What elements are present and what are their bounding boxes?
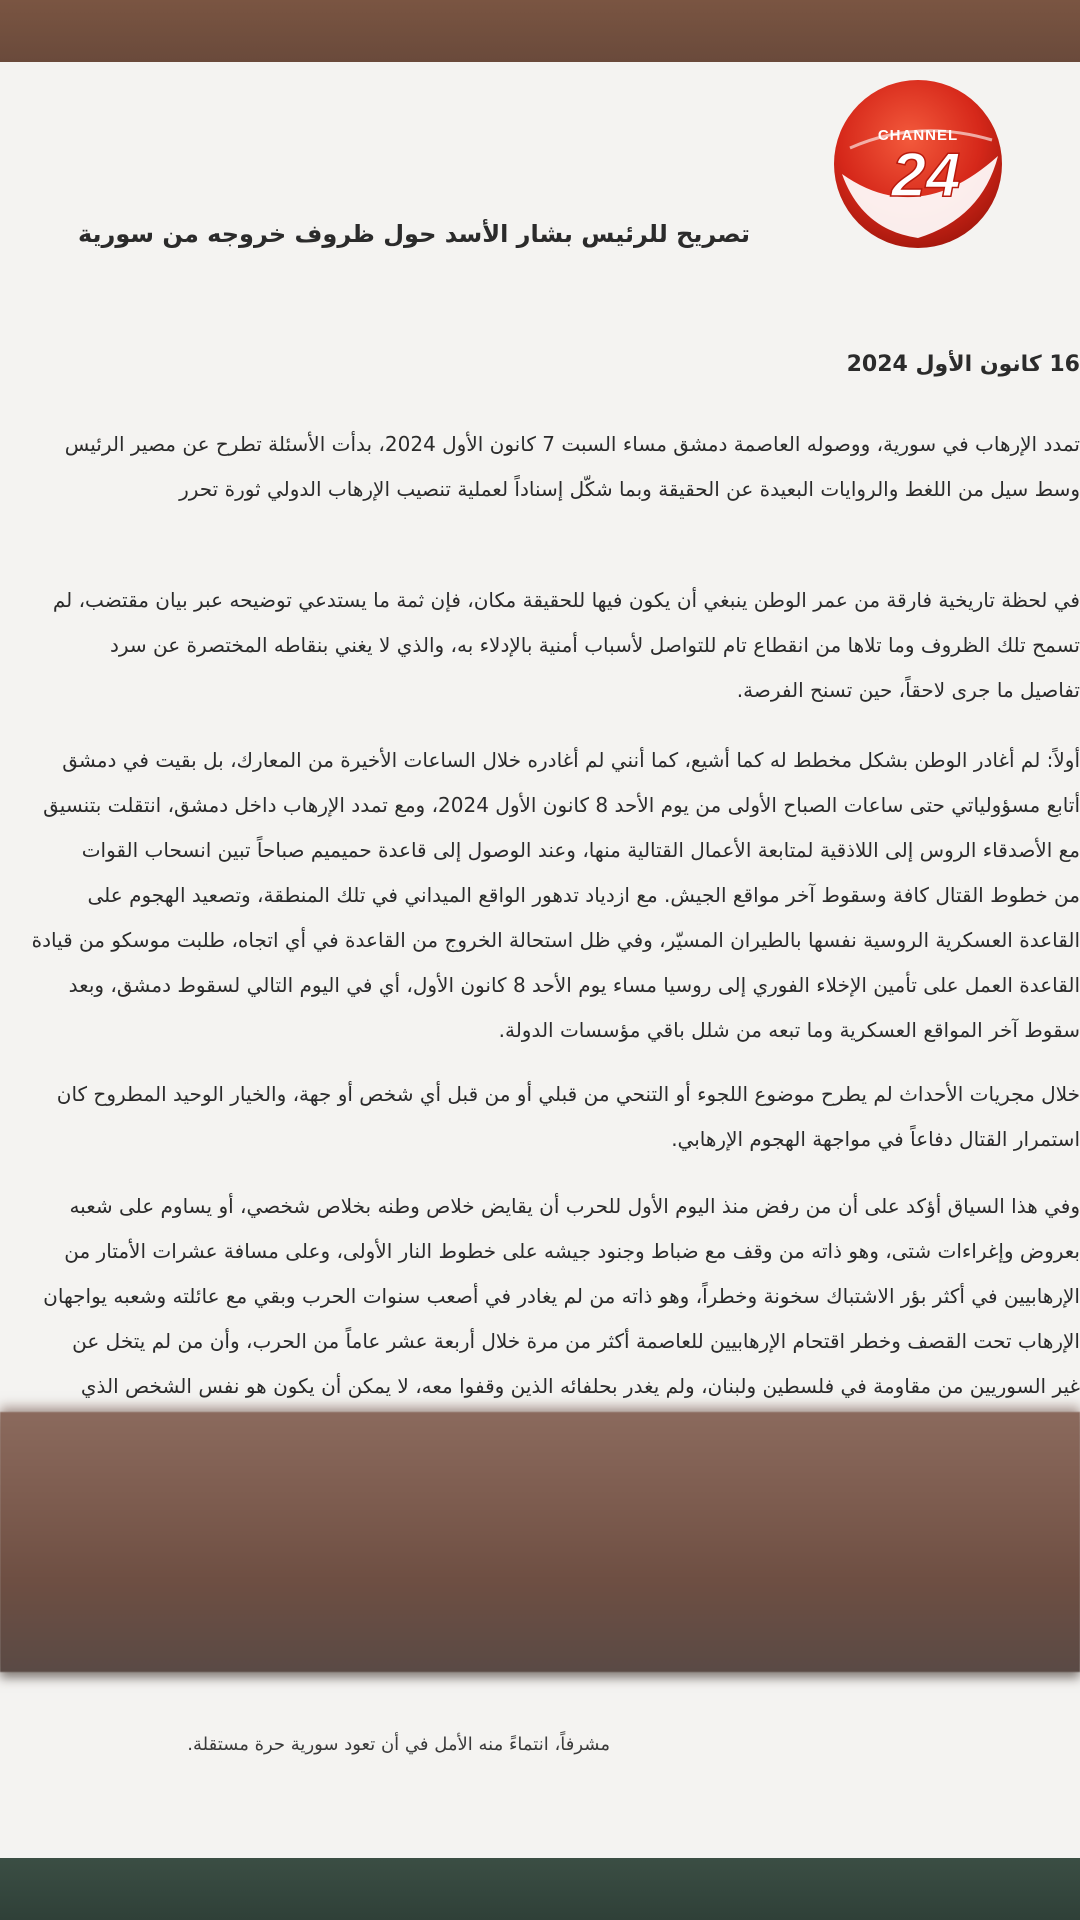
text-line: وسط سيل من اللغط والروايات البعيدة عن الحقيقة وبما شكّل إسناداً لعملية تنصيب الإرهاب الدولي ثورة تحرر [179,477,1080,501]
document-date: 16 كانون الأول 2024 [846,352,1080,377]
paragraph-1 [64,422,1080,512]
text-line: خلال مجريات الأحداث لم يطرح موضوع اللجوء أو التنحي من قبلي أو من قبل أي شخص أو جهة، والخيار الوحيد المطروح كان [56,1082,1080,1106]
text-line: تسمح تلك الظروف وما تلاها من انقطاع تام للتواصل لأسباب أمنية بالإدلاء به، والذي لا يغني بنقاطه المختصرة عن سرد [109,633,1080,657]
text-line: القاعدة العمل على تأمين الإخلاء الفوري إلى روسيا مساء يوم الأحد 8 كانون الأول، أي في اليوم التالي لسقوط دمشق، وبعد [68,973,1080,997]
top-frame-band [0,0,1080,62]
logo-number-text: 24 [891,141,961,210]
text-line: أولاً: لم أغادر الوطن بشكل مخطط له كما أشيع، كما أنني لم أغادره خلال الساعات الأخيرة من المعارك، بل بقيت في دمشق [62,748,1080,772]
text-line: الإرهابيين في أكثر بؤر الاشتباك سخونة وخطراً، وهو ذاته من لم يغادر في أصعب سنوات الحرب وبقي مع عائلته وشعبه يواجهان [43,1284,1080,1308]
text-line: استمرار القتال دفاعاً في مواجهة الهجوم الإرهابي. [671,1127,1080,1151]
text-line: تمدد الإرهاب في سورية، ووصوله العاصمة دمشق مساء السبت 7 كانون الأول 2024، بدأت الأسئلة تطرح عن مصير الرئيس [64,432,1080,456]
paragraph-4 [56,1072,1080,1162]
text-line: تفاصيل ما جرى لاحقاً، حين تسنح الفرصة. [736,678,1080,702]
subtitle-overlay-band [0,1412,1080,1672]
closing-line: مشرفاً، انتماءً منه الأمل في أن تعود سورية حرة مستقلة. [187,1734,610,1755]
text-line: غير السوريين من مقاومة في فلسطين ولبنان، ولم يغدر بحلفائه الذين وقفوا معه، لا يمكن أن يكون هو نفس الشخص الذي [80,1374,1080,1398]
text-line: الإرهاب تحت القصف وخطر اقتحام الإرهابيين للعاصمة أكثر من مرة خلال أربعة عشر عاماً من الحرب، وأن من لم يتخل عن [72,1329,1080,1353]
text-line: بعروض وإغراءات شتى، وهو ذاته من وقف مع ضباط وجنود جيشه على خطوط النار الأولى، وعلى مسافة عشرات الأمتار من [64,1239,1080,1263]
text-line: من خطوط القتال كافة وسقوط آخر مواقع الجيش. مع ازدياد تدهور الواقع الميداني في تلك المنطقة، وتصعيد الهجوم على [87,883,1080,907]
text-line: مع الأصدقاء الروس إلى اللاذقية لمتابعة الأعمال القتالية منها، وعند الوصول إلى قاعدة حميميم صباحاً تبين انسحاب القوات [81,838,1080,862]
paragraph-3 [31,738,1080,1053]
text-line: في لحظة تاريخية فارقة من عمر الوطن ينبغي أن يكون فيها للحقيقة مكان، فإن ثمة ما يستدعي توضيحه عبر بيان مقتضب، لم [52,588,1080,612]
text-line: وفي هذا السياق أؤكد على أن من رفض منذ اليوم الأول للحرب أن يقايض خلاص وطنه بخلاص شخصي، أو يساوم على شعبه [69,1194,1080,1218]
bottom-frame-band [0,1858,1080,1920]
channel-24-logo-icon [832,78,1004,250]
document-title: تصريح للرئيس بشار الأسد حول ظروف خروجه من سورية [77,220,750,248]
paragraph-5 [43,1184,1080,1409]
text-line: سقوط آخر المواقع العسكرية وما تبعه من شلل باقي مؤسسات الدولة. [498,1018,1080,1042]
text-line: أتابع مسؤولياتي حتى ساعات الصباح الأولى من يوم الأحد 8 كانون الأول 2024، ومع تمدد الإرهاب داخل دمشق، انتقلت بتنسيق [43,793,1080,817]
text-line: القاعدة العسكرية الروسية نفسها بالطيران المسيّر، وفي ظل استحالة الخروج من القاعدة في أي اتجاه، طلبت موسكو من قيادة [31,928,1080,952]
paragraph-2 [52,578,1080,713]
channel-24-logo [832,78,1004,250]
logo-brand-text: CHANNEL [877,127,959,144]
